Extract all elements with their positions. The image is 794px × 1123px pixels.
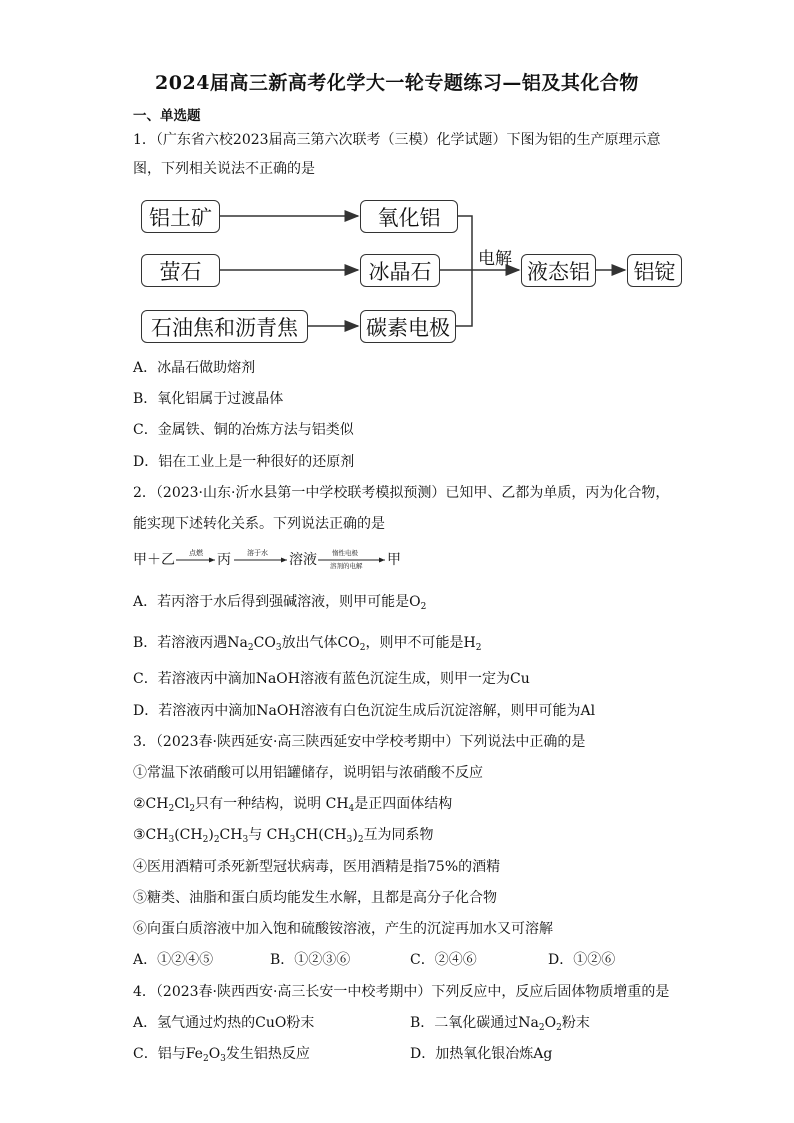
q4-option-d: D．加热氧化银冶炼Ag [410,1046,553,1062]
q2-option-d: D．若溶液丙中滴加NaOH溶液有白色沉淀生成后沉淀溶解，则甲可能为Al [133,703,596,719]
q3-statement-1: ①常温下浓硝酸可以用铝罐储存，说明铝与浓硝酸不反应 [133,765,483,781]
q3-stem: 3．（2023春·陕西延安·高三陕西延安中学校考期中）下列说法中正确的是 [133,734,586,750]
scheme-cond2: 溶于水 [247,549,268,557]
section-heading: 一、单选题 [133,108,201,124]
q4-option-b: B．二氧化碳通过$Na_2O_2$粉末 [410,1015,590,1033]
page-title: 2024届高三新高考化学大一轮专题练习—铝及其化合物 [155,72,639,94]
box-cryolite: 冰晶石 [360,254,440,287]
q2-option-a: A．若丙溶于水后得到强碱溶液，则甲可能是$O_2$ [133,594,427,612]
box-fluorite: 萤石 [141,254,220,287]
q3-statement-3: $③CH_3(CH_2)_2CH_3$与 $CH_3CH(CH_3)_2$互为同系物 [133,827,434,845]
q3-option-b: B．①②③⑥ [270,952,351,968]
q2-option-b: B．若溶液丙遇$Na_2CO_3$放出气体$CO_2$，则甲不可能是$H_2$ [133,635,482,653]
q1-option-c: C．金属铁、铜的冶炼方法与铝类似 [133,422,354,438]
box-electrode: 碳素电极 [360,310,456,343]
q1-option-d: D．铝在工业上是一种很好的还原剂 [133,454,355,470]
box-ingot: 铝锭 [627,254,682,287]
q4-option-a: A．氢气通过灼热的CuO粉末 [133,1015,315,1031]
scheme-mid1: 丙 [217,552,231,568]
q3-statement-2: $②CH_2Cl_2$只有一种结构，说明 $CH_4$是正四面体结构 [133,796,453,814]
q1-stem-line1: 1．（广东省六校2023届高三第六次联考（三模）化学试题）下图为铝的生产原理示意 [133,132,661,148]
q3-statement-4: ④医用酒精可杀死新型冠状病毒，医用酒精是指75%的酒精 [133,859,501,875]
q3-statement-6: ⑥向蛋白质溶液中加入饱和硫酸铵溶液，产生的沉淀再加水又可溶解 [133,921,553,937]
q3-option-a: A．①②④⑤ [133,952,214,968]
q4-option-c: C．铝与$Fe_2O_3$发生铝热反应 [133,1046,310,1064]
box-bauxite: 铝土矿 [141,200,220,233]
scheme-end: 甲 [387,552,401,568]
scheme-cond3a: 惰性电极 [332,549,358,557]
scheme-mid2: 溶液 [289,552,317,568]
q3-option-d: D．①②⑥ [548,952,616,968]
scheme-start: 甲＋乙 [133,552,175,568]
scheme-cond3b: 溶剂的电解 [330,562,363,570]
q3-option-c: C．②④⑥ [410,952,477,968]
q2-option-c: C．若溶液丙中滴加NaOH溶液有蓝色沉淀生成，则甲一定为Cu [133,671,530,687]
box-coke: 石油焦和沥青焦 [141,310,308,343]
label-electrolysis: 电解 [478,249,512,269]
q2-stem-line1: 2．（2023·山东·沂水县第一中学校联考模拟预测）已知甲、乙都为单质，丙为化合物， [133,485,670,501]
scheme-cond1: 点燃 [189,549,203,557]
q4-stem: 4．（2023春·陕西西安·高三长安一中校考期中）下列反应中，反应后固体物质增重的是 [133,984,670,1000]
box-liquid-al: 液态铝 [521,254,596,287]
q2-stem-line2: 能实现下述转化关系。下列说法正确的是 [133,516,385,532]
box-alumina: 氧化铝 [360,200,458,233]
q1-option-a: A．冰晶石做助熔剂 [133,360,256,376]
q1-stem-line2: 图，下列相关说法不正确的是 [133,161,315,177]
q3-statement-5: ⑤糖类、油脂和蛋白质均能发生水解，且都是高分子化合物 [133,890,497,906]
q1-option-b: B．氧化铝属于过渡晶体 [133,391,284,407]
